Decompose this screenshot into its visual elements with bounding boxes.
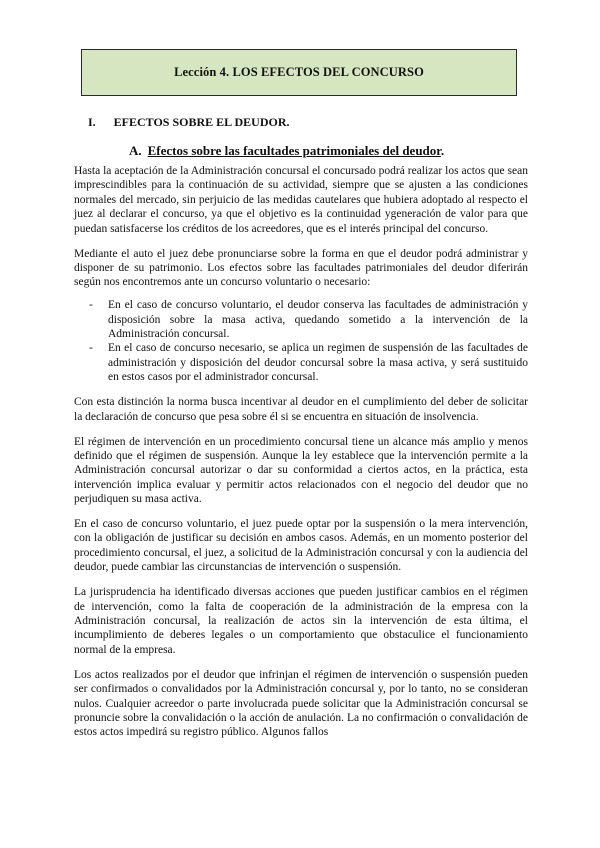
paragraph: Con esta distinción la norma busca incentivar al deudor en el cumplimiento del deber de solicitar la declaración de concurso que pesa sobre él si se encuentra en situación de insolvencia. (74, 396, 528, 423)
dash-bullet: - (89, 299, 93, 312)
section-number: I. (88, 115, 96, 129)
section-label: EFECTOS SOBRE EL DEUDOR. (113, 115, 290, 129)
list-item-text: En el caso de concurso necesario, se aplica un regimen de suspensión de las facultades de administración y disposición del deudor concursal sobre la masa activa, y será sustituido en estos casos por el administrador concursal. (108, 342, 528, 384)
bullet-list (74, 298, 528, 384)
body-text (74, 164, 528, 750)
paragraph: Mediante el auto el juez debe pronunciarse sobre la forma en que el deudor podrá administrar y disponer de su patrimonio. Los efectos sobre las facultades patrimoniales del deudor diferirán según nos encontremos ante un concurso voluntario o necesario: (74, 247, 528, 289)
list-item-text: En el caso de concurso voluntario, el deudor conserva las facultades de administración y disposición sobre la masa activa, quedando sometido a la intervención de la Administración concursal. (108, 299, 528, 341)
paragraph: En el caso de concurso voluntario, el juez puede optar por la suspensión o la mera intervención, con la obligación de justificar su decisión en ambos casos. Además, en un momento posterior del procedimiento concursal, el juez, a solicitud de la Administración concursal y con la audiencia del deudor, puede cambiar las circunstancias de intervención o suspensión. (74, 518, 528, 574)
lesson-title-box (81, 49, 517, 96)
subsection-letter: A. (129, 143, 142, 158)
paragraph: Los actos realizados por el deudor que infrinjan el régimen de intervención o suspensión pueden ser confirmados o convalidados por la Administración concursal y, por lo tanto, no se consideran nulos. Cualquier acreedor o parte involucrada puede solicitar que la Administración concursal se pronuncie sobre la convalidación o la acción de anulación. La no confirmación o convalidación de estos actos impedirá su registro público. Algunos fallos (74, 668, 528, 739)
list-item (74, 341, 528, 384)
list-item (74, 298, 528, 341)
section-heading (88, 115, 290, 130)
paragraph: La jurisprudencia ha identificado diversas acciones que pueden justificar cambios en el régimen de intervención, como la falta de cooperación de la administración de la empresa con la Administración concursal, la realización de actos sin la intervención de esta última, el incumplimiento de deberes legales o un comportamiento que obstaculice el funcionamiento normal de la empresa. (74, 586, 528, 656)
subsection-suffix: . (440, 143, 445, 158)
paragraph: El régimen de intervención en un procedimiento concursal tiene un alcance más amplio y menos definido que el régimen de suspensión. Aunque la ley establece que la intervención permite a la Administración concursal autorizar o dar su conformidad a ciertos actos, en la práctica, esta intervención implica evaluar y permitir actos relacionados con el negocio del deudor que no perjudiquen su masa activa. (74, 435, 528, 506)
paragraph: Hasta la aceptación de la Administración concursal el concursado podrá realizar los actos que sean imprescindibles para la continuación de su actividad, siempre que se ajusten a las condiciones normales del mercado, sin perjuicio de las medidas cautelares que hubiera adoptado al respecto el juez al declarar el concurso, ya que el objetivo es la continuidad ygeneración de valor para que puedan satisfacerse los créditos de los acreedores, que es el interés principal del concurso. (74, 165, 528, 235)
dash-bullet: - (89, 342, 93, 355)
subsection-label: Efectos sobre las facultades patrimoniales del deudor (147, 143, 441, 158)
subsection-heading (129, 143, 444, 159)
lesson-title: Lección 4. LOS EFECTOS DEL CONCURSO (174, 65, 424, 79)
